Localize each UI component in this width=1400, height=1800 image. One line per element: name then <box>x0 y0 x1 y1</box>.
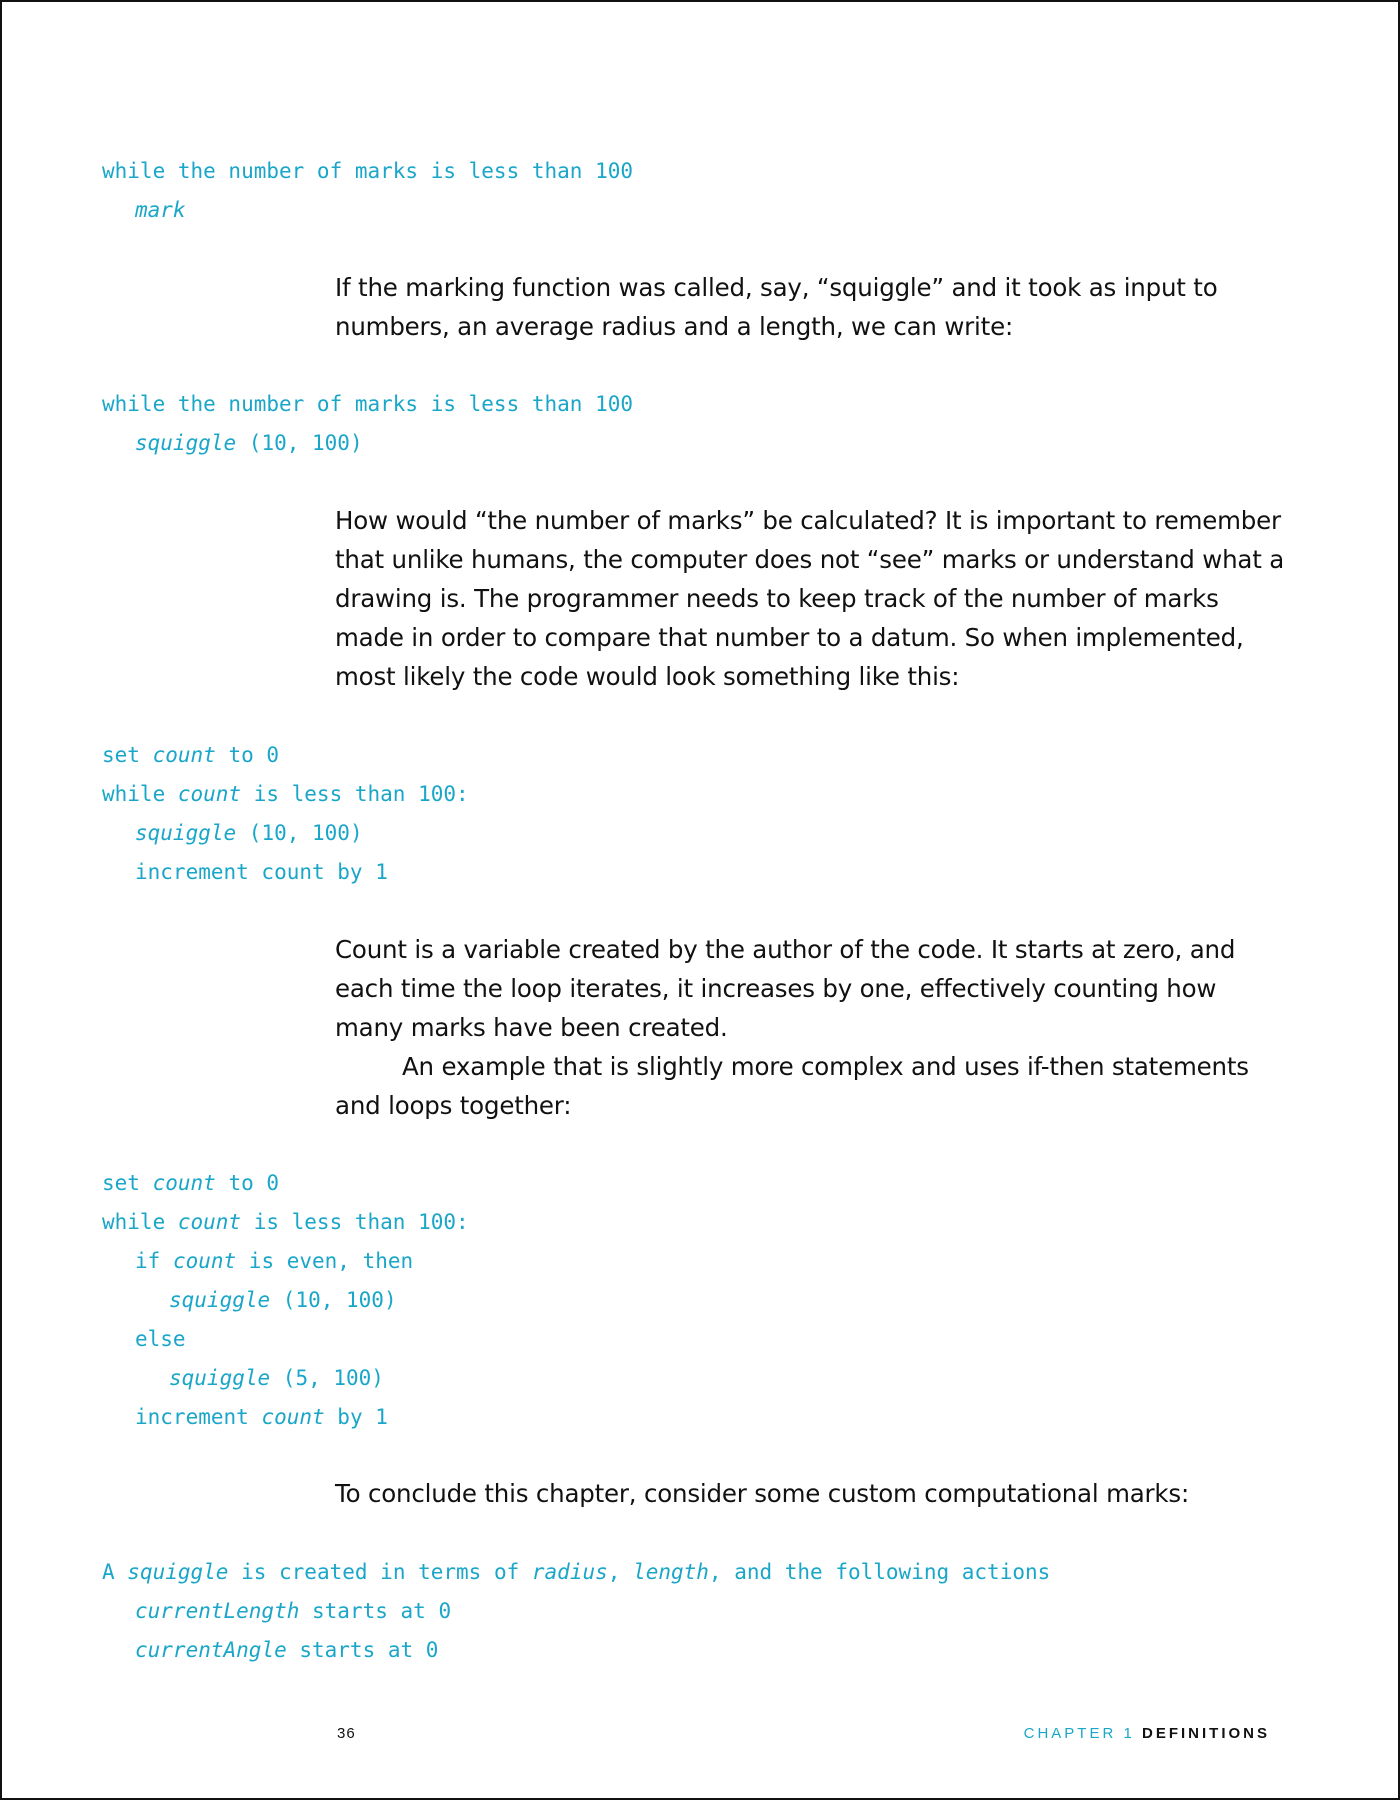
code-text: starts at 0 <box>299 1599 452 1623</box>
paragraph-text: Count is a variable created by the author of the code. It starts at zero, and each time the loop iterates, it increases by one, effectively counting how many marks have been created. <box>335 935 1236 1042</box>
code-identifier: mark <box>135 198 186 222</box>
code-identifier: count <box>152 743 216 767</box>
code-identifier: squiggle <box>135 431 237 455</box>
code-line <box>102 775 469 814</box>
code-line <box>102 814 469 853</box>
code-text: to 0 <box>215 743 280 767</box>
code-line <box>102 1164 469 1203</box>
code-text: , and the following actions <box>708 1560 1051 1584</box>
code-text: set <box>102 1171 153 1195</box>
code-line <box>102 152 633 191</box>
code-text: while <box>102 782 178 806</box>
code-text: (10, 100) <box>236 431 363 455</box>
code-text: A <box>102 1560 128 1584</box>
code-line <box>102 1631 1050 1670</box>
code-line <box>102 191 633 230</box>
code-text: (10, 100) <box>236 821 363 845</box>
code-identifier: count <box>172 1249 237 1273</box>
code-block <box>102 1164 469 1437</box>
code-text: is less than 100: <box>241 1210 469 1234</box>
code-line <box>102 1592 1050 1631</box>
code-identifier: count <box>177 1210 242 1234</box>
code-line <box>102 1359 469 1398</box>
code-block <box>102 736 469 892</box>
chapter-title: DEFINITIONS <box>1141 1725 1270 1742</box>
code-text: increment <box>135 1405 262 1429</box>
code-text: by 1 <box>324 1405 388 1429</box>
code-text: while <box>102 1210 178 1234</box>
code-block <box>102 385 633 463</box>
code-line <box>102 1281 469 1320</box>
body-paragraph <box>335 930 1285 1125</box>
code-identifier: squiggle <box>127 1560 229 1584</box>
code-identifier: length <box>633 1560 709 1584</box>
code-text: to 0 <box>215 1171 280 1195</box>
code-text: is created in terms of <box>228 1560 532 1584</box>
running-footer <box>1024 1725 1270 1742</box>
code-identifier: count <box>261 1405 325 1429</box>
code-text: is even, then <box>236 1249 414 1273</box>
code-text: while the number of marks is less than 100 <box>102 159 634 183</box>
code-identifier: count <box>152 1171 216 1195</box>
code-identifier: currentAngle <box>135 1638 287 1662</box>
code-text: starts at 0 <box>286 1638 439 1662</box>
code-block <box>102 152 633 230</box>
paragraph-text: An example that is slightly more complex and uses if-then statements and loops together: <box>335 1052 1249 1120</box>
code-text: , <box>607 1560 634 1584</box>
code-text: else <box>135 1327 186 1351</box>
code-line <box>102 385 633 424</box>
code-identifier: squiggle <box>169 1366 271 1390</box>
code-text: set <box>102 743 153 767</box>
code-line <box>102 1320 469 1359</box>
code-line <box>102 424 633 463</box>
code-line <box>102 736 469 775</box>
code-identifier: radius <box>531 1560 608 1584</box>
code-text: while the number of marks is less than 100 <box>102 392 634 416</box>
paragraph-text: How would “the number of marks” be calculated? It is important to remember that unlike humans, the computer does not “see” marks or understand what a drawing is. The programmer needs to keep track of the number of marks made in order to compare that number to a datum. So when implemented, most likely the code would look something like this: <box>335 506 1285 691</box>
chapter-label: CHAPTER 1 <box>1023 1725 1135 1742</box>
code-line <box>102 853 469 892</box>
code-text: (10, 100) <box>270 1288 397 1312</box>
code-block <box>102 1553 1050 1670</box>
body-paragraph <box>335 501 1285 696</box>
code-identifier: squiggle <box>169 1288 271 1312</box>
code-text: if <box>135 1249 173 1273</box>
code-line <box>102 1203 469 1242</box>
code-line <box>102 1398 469 1437</box>
code-identifier: count <box>177 782 242 806</box>
paragraph-text: To conclude this chapter, consider some custom computational marks: <box>335 1479 1190 1508</box>
page-number: 36 <box>337 1725 356 1742</box>
code-text: is less than 100: <box>241 782 469 806</box>
code-text: increment count by 1 <box>135 860 388 884</box>
code-identifier: currentLength <box>135 1599 300 1623</box>
paragraph-text: If the marking function was called, say, “squiggle” and it took as input to numbers, an average radius and a length, we can write: <box>335 273 1218 341</box>
code-identifier: squiggle <box>135 821 237 845</box>
body-paragraph <box>335 268 1285 346</box>
body-paragraph <box>335 1474 1285 1513</box>
code-text: (5, 100) <box>270 1366 384 1390</box>
code-line <box>102 1242 469 1281</box>
code-line <box>102 1553 1050 1592</box>
